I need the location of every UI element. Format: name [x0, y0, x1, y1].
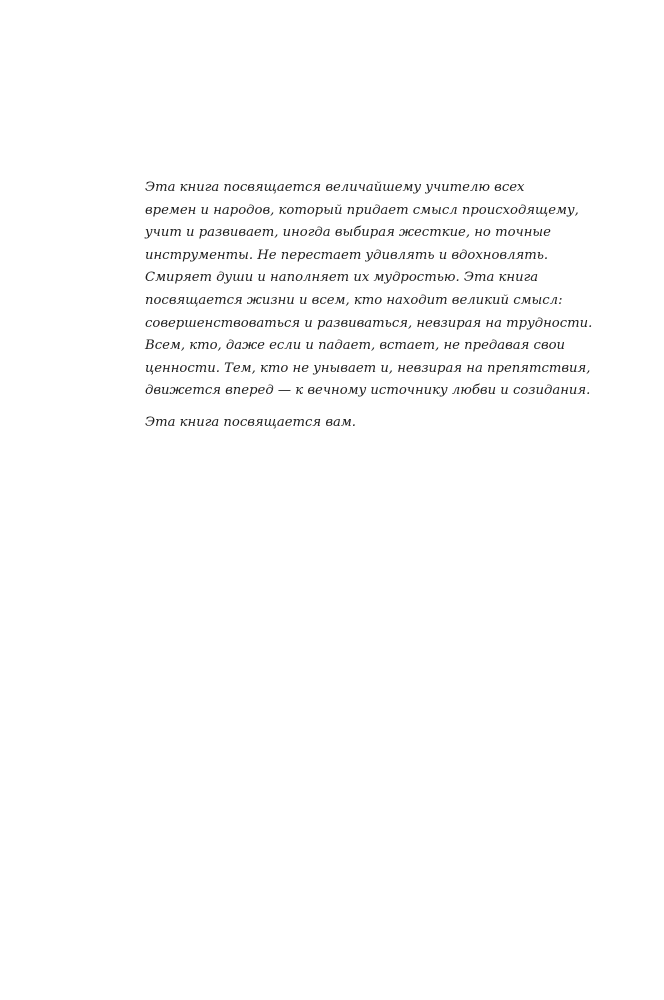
dedication-text: [145, 177, 593, 435]
dedication-line-3: учит и развивает, иногда выбирая жесткие, но точные: [145, 225, 551, 241]
dedication-line-10: движется вперед — к вечному источнику любви и созидания.: [145, 383, 591, 399]
dedication-line-5: Смиряет души и наполняет их мудростью. Эта книга: [145, 270, 539, 286]
dedication-line-7: совершенствоваться и развиваться, невзирая на трудности.: [145, 315, 593, 331]
dedication-line-9: ценности. Тем, кто не унывает и, невзирая на препятствия,: [145, 360, 591, 376]
dedication-closing: Эта книга посвящается вам.: [145, 414, 356, 430]
dedication-line-1: Эта книга посвящается величайшему учителю всех: [145, 180, 525, 195]
dedication-line-2: времен и народов, который придает смысл происходящему,: [145, 202, 579, 218]
dedication-line-4: инструменты. Не перестает удивлять и вдохновлять.: [145, 247, 549, 263]
dedication-line-6: посвящается жизни и всем, кто находит великий смысл:: [145, 292, 563, 308]
dedication-line-8: Всем, кто, даже если и падает, встает, не предавая свои: [145, 338, 566, 354]
